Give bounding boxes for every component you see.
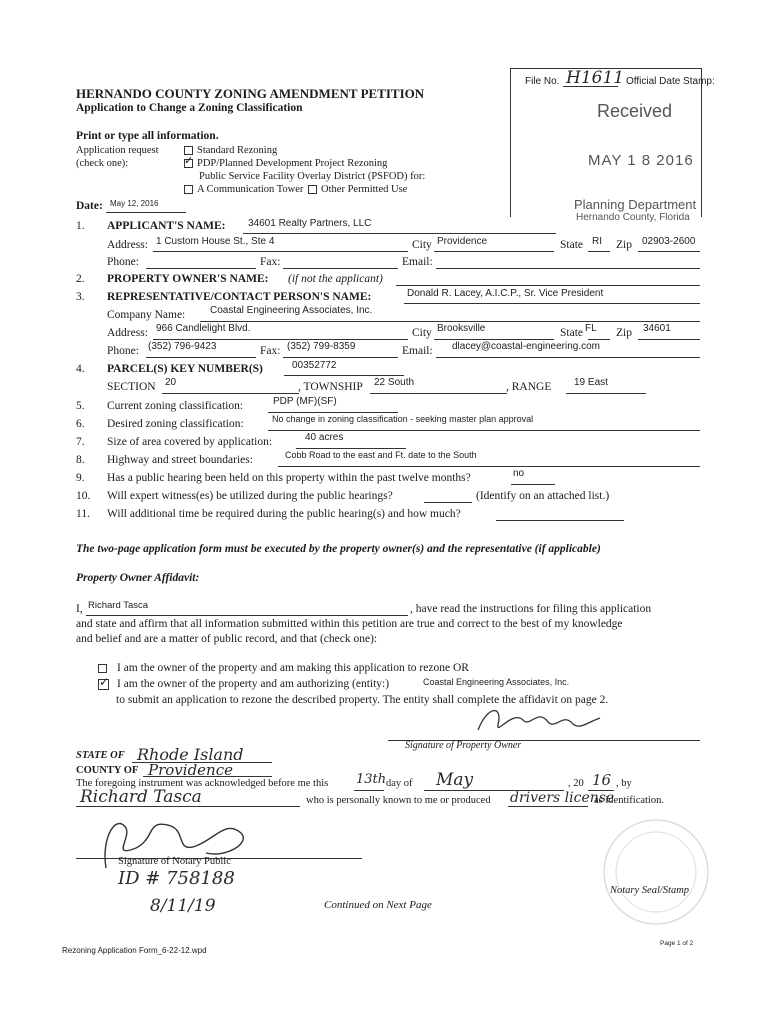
highway-label: Highway and street boundaries:: [107, 454, 253, 466]
item-number: 10.: [76, 490, 91, 502]
form-title: HERNANDO COUNTY ZONING AMENDMENT PETITION: [76, 86, 425, 101]
current-zoning-label: Current zoning classification:: [107, 400, 244, 412]
range-value: 19 East: [574, 377, 608, 388]
notary-county-value: Providence: [148, 761, 233, 779]
checked-checkbox-icon: ✓: [99, 674, 110, 689]
question-11: Will additional time be required during the public hearing(s) and how much?: [107, 508, 461, 520]
rep-address-label: Address:: [107, 327, 148, 339]
section-label: SECTION: [107, 381, 156, 393]
highway-value: Cobb Road to the east and Ft. date to the South: [285, 450, 477, 460]
state-label: State: [560, 239, 583, 251]
address-value: 1 Custom House St., Ste 4: [156, 236, 275, 247]
rep-fax-value: (352) 799-8359: [287, 341, 356, 352]
acknowledgment-year: 16: [592, 771, 612, 789]
item-number: 11.: [76, 508, 90, 520]
date-value: May 12, 2016: [110, 199, 159, 208]
zip-label: Zip: [616, 239, 632, 251]
affidavit-line2: and state and affirm that all information submitted within this petition are true and correct to the best of my knowledge: [76, 618, 623, 630]
date-label: Date:: [76, 200, 103, 212]
form-name-footer: Rezoning Application Form_6-22-12.wpd: [62, 946, 207, 955]
phone-label: Phone:: [107, 256, 139, 268]
township-label: , TOWNSHIP: [298, 381, 363, 393]
affidavit-option-owner-applicant[interactable]: I am the owner of the property and am making this application to rezone OR: [98, 662, 469, 674]
rep-email-label: Email:: [402, 345, 433, 357]
acknowledgment-day: 13th: [356, 772, 387, 787]
state-value: RI: [592, 236, 602, 247]
state-of-label: STATE OF: [76, 750, 125, 761]
question-10: Will expert witness(es) be utilized during the public hearings?: [107, 490, 393, 502]
applicant-name-label: APPLICANT'S NAME:: [107, 220, 226, 232]
notary-signature-label: Signature of Notary Public: [118, 856, 231, 867]
form-subtitle: Application to Change a Zoning Classification: [76, 102, 303, 114]
city-value: Providence: [437, 236, 488, 247]
continued-note: Continued on Next Page: [324, 899, 432, 911]
rep-city-value: Brooksville: [437, 323, 486, 334]
owner-signature-label: Signature of Property Owner: [405, 740, 522, 751]
affiant-name: Richard Tasca: [88, 600, 149, 611]
rep-phone-label: Phone:: [107, 345, 139, 357]
property-owner-label: PROPERTY OWNER'S NAME:: [107, 273, 269, 285]
item-number: 5.: [76, 400, 85, 412]
identification-suffix: as identification.: [594, 795, 664, 806]
affidavit-line3: and belief and are a matter of public record, and that (check one):: [76, 633, 378, 645]
item-number: 6.: [76, 418, 85, 430]
affidavit-i-label: I,: [76, 603, 83, 615]
by-label: , by: [616, 778, 632, 789]
affidavit-option-line2: to submit an application to rezone the described property. The entity shall complete the affidavit on page 2.: [116, 694, 609, 706]
current-zoning-value: PDP (MF)(SF): [273, 396, 337, 407]
parcel-key-label: PARCEL(S) KEY NUMBER(S): [107, 363, 263, 375]
option-psfod: Public Service Facility Overlay District (PSFOD) for:: [199, 171, 426, 182]
date-stamp-box: [510, 68, 702, 217]
acknowledged-person: Richard Tasca: [80, 787, 202, 807]
item-number: 3.: [76, 291, 85, 303]
file-no-value: H1611: [566, 68, 625, 88]
checkbox-icon: [184, 185, 193, 194]
app-request-label: Application request: [76, 145, 159, 156]
owner-signature: [468, 700, 608, 744]
area-size-value: 40 acres: [305, 432, 344, 443]
identification-type: drivers license: [510, 790, 615, 806]
item-number: 8.: [76, 454, 85, 466]
zip-value: 02903-2600: [642, 236, 696, 247]
item-number: 9.: [76, 472, 85, 484]
checkbox-icon: [98, 664, 107, 673]
fax-label: Fax:: [260, 256, 281, 268]
item-number: 7.: [76, 436, 85, 448]
execution-notice: The two-page application form must be executed by the property owner(s) and the representative (if applicable): [76, 543, 601, 555]
parcel-key-value: 00352772: [292, 360, 337, 371]
authorized-entity: Coastal Engineering Associates, Inc.: [423, 677, 570, 687]
notary-seal: [596, 810, 716, 940]
received-stamp: Received: [597, 101, 673, 121]
affidavit-option-authorize-entity[interactable]: ✓ I am the owner of the property and am authorizing (entity:): [99, 674, 390, 690]
page-number: Page 1 of 2: [660, 940, 694, 947]
rep-zip-value: 34601: [643, 323, 671, 334]
desired-zoning-value: No change in zoning classification - seeking master plan approval: [272, 414, 534, 424]
applicant-name-value: 34601 Realty Partners, LLC: [248, 218, 372, 229]
official-date-stamp-label: Official Date Stamp:: [626, 76, 715, 87]
acknowledgment-month: May: [436, 770, 474, 790]
owner-note: (if not the applicant): [288, 273, 383, 285]
known-text: who is personally known to me or produced: [306, 795, 491, 806]
company-label: Company Name:: [107, 309, 186, 321]
notary-expiry: 8/11/19: [150, 896, 216, 916]
affidavit-line1: , have read the instructions for filing this application: [410, 603, 652, 615]
rep-address-value: 966 Candlelight Blvd.: [156, 323, 251, 334]
day-of-label: day of: [386, 778, 413, 789]
section-value: 20: [165, 377, 177, 388]
option-communication-tower[interactable]: A Communication Tower Other Permitted Use: [184, 184, 407, 195]
rep-city-label: City: [412, 327, 432, 339]
department-name: Planning Department: [574, 197, 697, 212]
file-no-label: File No.: [525, 76, 560, 87]
city-label: City: [412, 239, 432, 251]
received-date: MAY 1 8 2016: [588, 152, 694, 169]
item-number: 2.: [76, 273, 85, 285]
representative-label: REPRESENTATIVE/CONTACT PERSON'S NAME:: [107, 291, 372, 303]
range-label: , RANGE: [506, 381, 552, 393]
county-name: Hernando County, Florida: [576, 212, 690, 223]
checked-checkbox-icon: ✓: [184, 155, 194, 168]
question-10-note: (Identify on an attached list.): [476, 490, 610, 502]
township-value: 22 South: [374, 377, 415, 388]
acknowledgment-text: The foregoing instrument was acknowledged before me this: [76, 778, 329, 789]
area-size-label: Size of area covered by application:: [107, 436, 273, 448]
desired-zoning-label: Desired zoning classification:: [107, 418, 244, 430]
notary-id-number: ID # 758188: [118, 868, 235, 889]
rep-zip-label: Zip: [616, 327, 632, 339]
item-number: 1.: [76, 220, 85, 232]
checkbox-icon: [308, 185, 317, 194]
rep-email-value: dlacey@coastal-engineering.com: [452, 341, 601, 352]
option-standard-rezoning[interactable]: Standard Rezoning: [184, 145, 277, 156]
print-note: Print or type all information.: [76, 130, 219, 142]
email-label: Email:: [402, 256, 433, 268]
year-prefix: , 20: [568, 778, 584, 789]
rep-phone-value: (352) 796-9423: [148, 341, 217, 352]
rep-fax-label: Fax:: [260, 345, 281, 357]
option-pdp-rezoning[interactable]: ✓ PDP/Planned Development Project Rezoning: [184, 155, 388, 169]
representative-value: Donald R. Lacey, A.I.C.P., Sr. Vice President: [407, 288, 604, 299]
app-request-check-label: (check one):: [76, 158, 129, 169]
county-of-label: COUNTY OF: [76, 765, 139, 776]
rep-state-label: State: [560, 327, 583, 339]
company-value: Coastal Engineering Associates, Inc.: [210, 305, 373, 316]
notary-seal-label: Notary Seal/Stamp: [610, 885, 690, 896]
question-9-value: no: [513, 468, 525, 479]
item-number: 4.: [76, 363, 85, 375]
address-label: Address:: [107, 239, 148, 251]
rep-state-value: FL: [585, 323, 597, 334]
affidavit-title: Property Owner Affidavit:: [76, 572, 200, 584]
notary-state-value: Rhode Island: [137, 745, 244, 764]
question-9: Has a public hearing been held on this property within the past twelve months?: [107, 472, 471, 484]
